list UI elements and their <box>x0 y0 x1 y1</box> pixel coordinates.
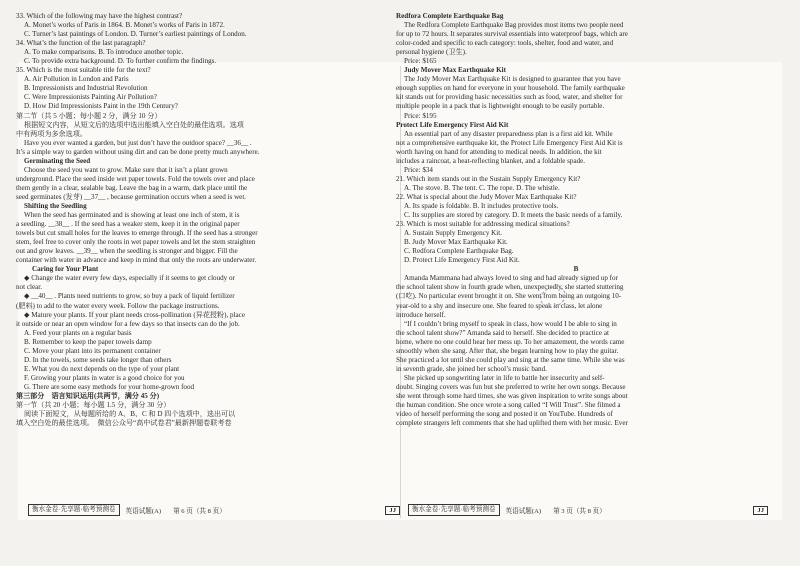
text-line: not clear. <box>16 283 42 292</box>
text-line: year-old to a shy and insecure one. She feared to speak in class, let alone <box>396 301 603 310</box>
text-line: Amanda Mammana had always loved to sing and had already signed up for <box>404 274 618 283</box>
footer-page: 第 3 页（共 8 页） <box>553 508 606 515</box>
text-line: The Judy Mover Max Earthquake Kit is designed to guarantee that you have <box>404 75 621 84</box>
text-line: ◆ Change the water every few days, especially if it seems to get cloudy or <box>24 274 235 283</box>
text-line: smoothly when she sang. After that, she began learning how to play the guitar. <box>396 346 619 355</box>
footer-brand: 衡水金卷·先享题·临考预测卷 <box>28 504 120 516</box>
text-line: 中有两项为多余选项。 <box>16 129 87 138</box>
text-line: (肥料) to add to the water every week. Follow the package instructions. <box>16 301 220 310</box>
text-line: them gently in a clear, sealable bag. Leave the bag in a warm, dark place until the <box>16 183 248 192</box>
option-line: F. Growing your plants in water is a good choice for you <box>24 373 185 382</box>
right-column <box>396 12 756 428</box>
question-line: 22. What is special about the Judy Mover Max Earthquake Kit? <box>396 192 577 201</box>
text-line: (口吃). No particular event brought it on. She went from being an outgoing 10- <box>396 292 622 301</box>
text-line: C. Turner’s last paintings of London. D. Turner’s earliest paintings of London. <box>24 30 247 39</box>
option-line: C. Redfora Complete Earthquake Bag. <box>404 247 514 256</box>
text-line: 阅读下面短文，从每题所给的 A、B、C 和 D 四个选项中，选出可以 <box>24 410 236 419</box>
option-line: G. There are some easy methods for your home-grown food <box>24 382 195 391</box>
text-line: Choose the seed you want to grow. Make sure that it isn’t a plant grown <box>24 165 228 174</box>
text-line: the school talent show?” Amanda said to herself. She decided to practice at <box>396 328 609 337</box>
text-line: underground. Place the seed inside wet paper towels. Fold the towels over and place <box>16 174 255 183</box>
text-line: the human condition. She once wrote a song called “I Will Trust”. She filmed a <box>396 401 621 410</box>
text-line: container with water in advance and keep in mind that only the roots are underwater. <box>16 256 257 265</box>
text-line: color-coded and specific to each category: tools, shelter, food and water, and <box>396 39 614 48</box>
text-line: ◆ __40__ . Plants need nutrients to grow, so buy a pack of liquid fertilizer <box>24 292 235 301</box>
text-line: a seedling. __38__ . If the seed has a weaker stem, keep it in the original paper <box>16 220 240 229</box>
passage-label: B <box>573 265 579 274</box>
subheading: Shifting the Seedling <box>24 201 87 210</box>
option-line: B. Remember to keep the paper towels damp <box>24 337 152 346</box>
option-line: A. The stove. B. The tent. C. The rope. D. The whistle. <box>404 183 560 192</box>
text-line: 填入空白处的最佳选项。 微信公众号“高中试卷君”最新押题卷联考卷 <box>16 419 232 428</box>
text-line: She picked up songwriting later in life to battle her insecurity and self- <box>404 373 605 382</box>
text-line: complete strangers left comments that she had uplifted them with her music. Ever <box>396 419 628 428</box>
text-line: worth having on hand for attending to medical needs. In addition, the kit <box>396 147 602 156</box>
question-line: 21. Which item stands out in the Sustain Supply Emergency Kit? <box>396 174 581 183</box>
text-line: She practiced a lot until she could play and sing at the same time. While she was <box>396 355 625 364</box>
text-line: includes a raincoat, a heat-reflecting blanket, and a foldable spade. <box>396 156 586 165</box>
text-line: It’s a simple way to garden without using dirt and can be done pretty much anywhere. <box>16 147 260 156</box>
text-line: When the seed has germinated and is showing at least one inch of stem, it is <box>24 211 240 220</box>
subheading: Germinating the Seed <box>24 156 91 165</box>
text-line: ◆ Mature your plants. If your plant needs cross-pollination (异花授粉), place <box>24 310 245 319</box>
text-line: towels but cut small holes for the leaves to emerge through. If the seed has a stronger <box>16 229 258 238</box>
text-line: introduce herself. <box>396 310 446 319</box>
question-line: 23. Which is most suitable for addressing medical situations? <box>396 220 570 229</box>
footer-brand: 衡水金卷·先享题·临考预测卷 <box>408 504 500 516</box>
text-line: The Redfora Complete Earthquake Bag provides most items two people need <box>404 21 624 30</box>
text-line: “If I couldn’t bring myself to speak in class, how would I be able to sing in <box>404 319 617 328</box>
option-line: D. Protect Life Emergency First Aid Kit. <box>404 256 520 265</box>
text-line: seed germinates (发芽) __37__ , because germination occurs when a seed is wet. <box>16 192 247 201</box>
option-line: A. Its spade is foldable. B. It includes protective tools. <box>404 201 559 210</box>
option-line: C. Move your plant into its permanent container <box>24 346 161 355</box>
option-line: E. What you do next depends on the type of your plant <box>24 364 180 373</box>
text-line: A. Monet’s works of Paris in 1864. B. Monet’s works of Paris in 1872. <box>24 21 225 30</box>
text-line: A. Air Pollution in London and Paris <box>24 75 129 84</box>
section-heading: 第一节（共 20 小题；每小题 1.5 分，满分 30 分） <box>16 401 171 410</box>
text-line: 根据短文内容，从短文后的选项中选出能填入空白处的最佳选项。选项 <box>24 120 244 129</box>
text-line: she went through some hard times, she was given inspiration to write songs about <box>396 391 628 400</box>
text-line: the school talent show in fourth grade when, unexpectedly, she started stuttering <box>396 283 624 292</box>
footer-left <box>28 504 400 516</box>
text-line: D. How Did Impressionists Paint in the 19th Century? <box>24 102 178 111</box>
price-line: Price: $34 <box>404 165 433 174</box>
text-line: C. Were Impressionists Painting Air Pollution? <box>24 93 157 102</box>
price-line: Price: $165 <box>404 57 437 66</box>
text-line: not a comprehensive earthquake kit, the Protect Life Emergency First Aid Kit is <box>396 138 623 147</box>
option-line: D. In the towels, some seeds take longer than others <box>24 355 172 364</box>
footer-mark: JJ <box>385 506 400 515</box>
subheading: Judy Mover Max Earthquake Kit <box>404 66 506 75</box>
option-line: C. Its supplies are stored by category. D. It meets the basic needs of a family. <box>404 211 623 220</box>
text-line: personal hygiene (卫生). <box>396 48 467 57</box>
footer-mark: JJ <box>753 506 768 515</box>
text-line: 34. What’s the function of the last paragraph? <box>16 39 146 48</box>
text-line: out and grow leaves. __39__ when the seedling is stronger and bigger. Fill the <box>16 247 238 256</box>
text-line: doubt. Singing covers was fun but she preferred to write her own songs. Because <box>396 382 626 391</box>
footer-right <box>408 504 768 516</box>
section-heading: 第三部分 语言知识运用(共两节，满分 45 分) <box>16 391 160 400</box>
section-heading: 第二节（共 5 小题；每小题 2 分，满分 10 分） <box>16 111 162 120</box>
text-line: multiple people in a pack that is lightweight enough to be easily portable. <box>396 102 605 111</box>
option-line: A. Sustain Supply Emergency Kit. <box>404 229 502 238</box>
text-line: enough supplies on hand for everyone in your household. The family earthquake <box>396 84 625 93</box>
text-line: video of herself performing the song and posted it on YouTube. Hundreds of <box>396 410 613 419</box>
text-line: A. To make comparisons. B. To introduce another topic. <box>24 48 184 57</box>
text-line: for up to 72 hours. It separates survival essentials into waterproof bags, which are <box>396 30 628 39</box>
subheading: Redfora Complete Earthquake Bag <box>396 12 504 20</box>
text-line: home, where no one could hear her mess up. To her amazement, the words came <box>396 337 625 346</box>
text-line: 33. Which of the following may have the highest contrast? <box>16 12 183 20</box>
option-line: B. Judy Mover Max Earthquake Kit. <box>404 238 508 247</box>
option-line: A. Feed your plants on a regular basis <box>24 328 132 337</box>
text-line: it outside or near an open window for a few days so that insects can do the job. <box>16 319 240 328</box>
price-line: Price: $195 <box>404 111 437 120</box>
footer-page: 第 6 页（共 8 页） <box>173 508 226 515</box>
footer-subject: 英语试题(A) <box>125 508 162 515</box>
text-line: in seventh grade, she joined her school’s music band. <box>396 364 547 373</box>
left-column <box>16 12 376 428</box>
text-line: An essential part of any disaster preparedness plan is a first aid kit. While <box>404 129 613 138</box>
text-line: stem, feel free to cover only the roots in wet paper towels and let the stem straighten <box>16 238 256 247</box>
text-line: C. To provide extra background. D. To further confirm the findings. <box>24 57 217 66</box>
footer-subject: 英语试题(A) <box>505 508 542 515</box>
subheading: Protect Life Emergency First Aid Kit <box>396 120 509 129</box>
text-line: 35. Which is the most suitable title for the text? <box>16 66 151 75</box>
subheading: Caring for Your Plant <box>32 265 99 274</box>
text-line: kit stands out for providing basic necessities such as food, water, and shelter for <box>396 93 623 102</box>
text-line: Have you ever wanted a garden, but just don’t have the outdoor space? __36__ . <box>24 138 252 147</box>
text-line: B. Impressionists and Industrial Revolution <box>24 84 148 93</box>
